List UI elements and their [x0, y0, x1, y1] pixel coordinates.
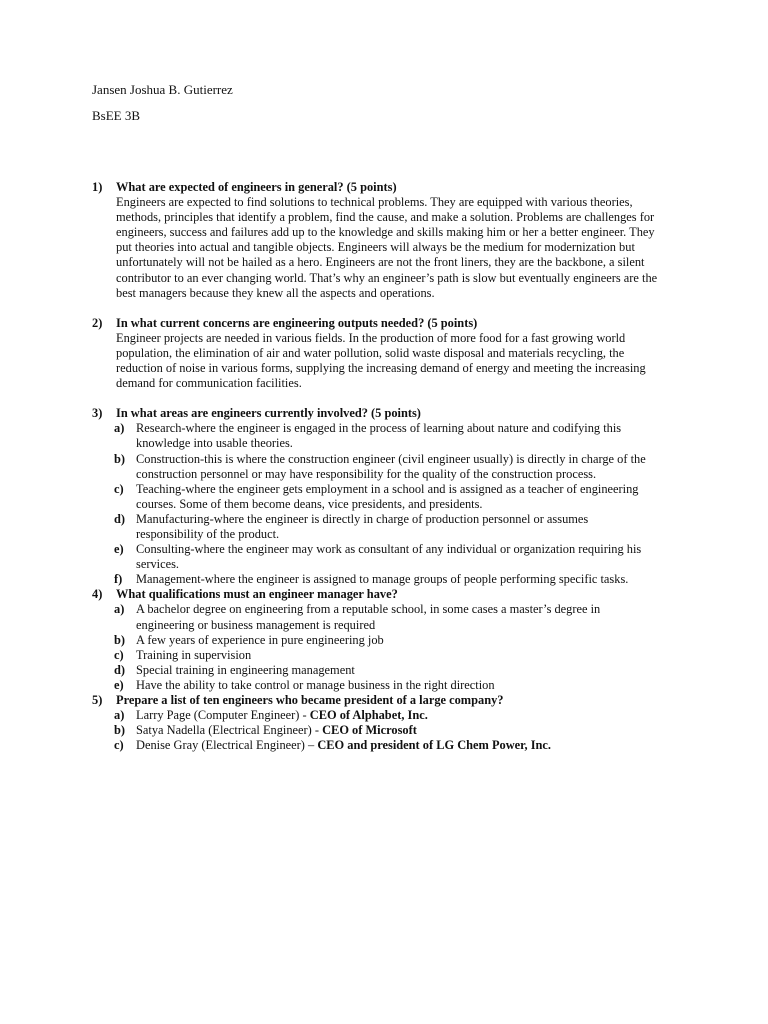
list-item [92, 602, 658, 632]
list-marker: b) [114, 632, 126, 647]
question-number: 4) [92, 587, 103, 602]
list-item-text: A few years of experience in pure engineering job [136, 632, 384, 647]
list-item [92, 723, 658, 738]
list-item [92, 663, 658, 678]
student-section: BsEE 3B [92, 108, 141, 123]
question-2 [92, 316, 658, 391]
list-item [92, 512, 658, 542]
question-5 [92, 693, 658, 708]
list-item-text: Special training in engineering management [136, 662, 355, 677]
area-list [92, 421, 658, 587]
list-item-role: CEO of Alphabet, Inc. [309, 708, 428, 723]
list-item-text: Larry Page (Computer Engineer) - [136, 708, 310, 723]
question-number: 2) [92, 315, 103, 330]
qualification-list [92, 602, 658, 693]
question-3 [92, 406, 658, 421]
list-item [92, 482, 658, 512]
list-item-text: Have the ability to take control or manage business in the right direction [136, 677, 495, 692]
list-item-text: Training in supervision [136, 647, 252, 662]
question-title: In what current concerns are engineering outputs needed? (5 points) [116, 315, 478, 330]
list-marker: a) [114, 708, 125, 723]
list-marker: e) [114, 542, 124, 557]
list-marker: a) [114, 421, 125, 436]
list-marker: c) [114, 738, 124, 753]
question-answer: Engineers are expected to find solutions to technical problems. They are equipped with various theories, methods, principles that identify a problem, find the cause, and make a solution. Problems are challenges for engineers, success and failures add up to the knowledge and skills making him or her a better engineer. They put theories into actual and tangible objects. Engineers will always be the medium for modernization but unfortunately will not be hailed as a hero. Engineers are not the front liners, they are the backbone, a silent contributor to an ever changing world. That’s why an engineer’s path is slow but eventually engineers are the best managers because they knew all the aspects and operations. [116, 195, 658, 300]
question-title: What qualifications must an engineer manager have? [116, 587, 398, 602]
question-4 [92, 587, 658, 602]
list-item [92, 678, 658, 693]
list-marker: d) [114, 662, 126, 677]
list-item-role: CEO of Microsoft [322, 723, 417, 738]
question-number: 3) [92, 406, 103, 421]
question-answer: Engineer projects are needed in various fields. In the production of more food for a fast growing world population, the elimination of air and water pollution, solid waste disposal and materials recycling, the reduction of noise in various forms, supplying the increasing demand of energy and meeting the increasing demand for communication facilities. [116, 330, 646, 391]
list-item-text: A bachelor degree on engineering from a reputable school, in some cases a master’s degree in engineering or business management is required [136, 602, 601, 632]
question-title: What are expected of engineers in general? (5 points) [116, 180, 397, 194]
list-item [92, 738, 658, 753]
spacer [92, 301, 658, 316]
list-item-text: Research-where the engineer is engaged in the process of learning about nature and codifying this knowledge into usable theories. [136, 421, 622, 451]
list-marker: d) [114, 511, 126, 526]
list-item-role: CEO and president of LG Chem Power, Inc. [317, 738, 552, 753]
engineer-ceo-list [92, 708, 658, 753]
list-item [92, 421, 658, 451]
question-number: 1) [92, 180, 103, 194]
list-item-text: Consulting-where the engineer may work as consultant of any individual or organization requiring his services. [136, 542, 642, 572]
list-marker: f) [114, 572, 123, 587]
list-item-text: Management-where the engineer is assigned to manage groups of people performing specific tasks. [136, 572, 629, 587]
list-marker: b) [114, 451, 126, 466]
list-item-text: Construction-this is where the construction engineer (civil engineer usually) is directly in charge of the construction personnel or may have responsibility for the quality of the construction process. [136, 451, 646, 481]
question-title: Prepare a list of ten engineers who became president of a large company? [116, 693, 504, 707]
question-title: In what areas are engineers currently involved? (5 points) [116, 406, 421, 421]
list-item [92, 708, 658, 723]
list-item [92, 542, 658, 572]
list-item [92, 648, 658, 663]
student-name: Jansen Joshua B. Gutierrez [92, 82, 233, 97]
list-item [92, 452, 658, 482]
list-marker: e) [114, 677, 124, 692]
spacer [92, 391, 658, 406]
document-body [92, 180, 658, 753]
list-item [92, 572, 658, 587]
list-item-text: Manufacturing-where the engineer is directly in charge of production personnel or assumes responsibility of the product. [136, 511, 589, 541]
list-item-text: Satya Nadella (Electrical Engineer) - [136, 723, 323, 738]
question-1 [92, 180, 658, 301]
list-marker: a) [114, 602, 125, 617]
list-item-text: Teaching-where the engineer gets employment in a school and is assigned as a teacher of engineering courses. Some of them become deans, vice presidents, and presidents. [136, 481, 639, 511]
list-item-text: Denise Gray (Electrical Engineer) – [136, 738, 318, 753]
question-number: 5) [92, 693, 103, 707]
list-item [92, 633, 658, 648]
list-marker: c) [114, 481, 124, 496]
list-marker: c) [114, 647, 124, 662]
list-marker: b) [114, 723, 126, 738]
